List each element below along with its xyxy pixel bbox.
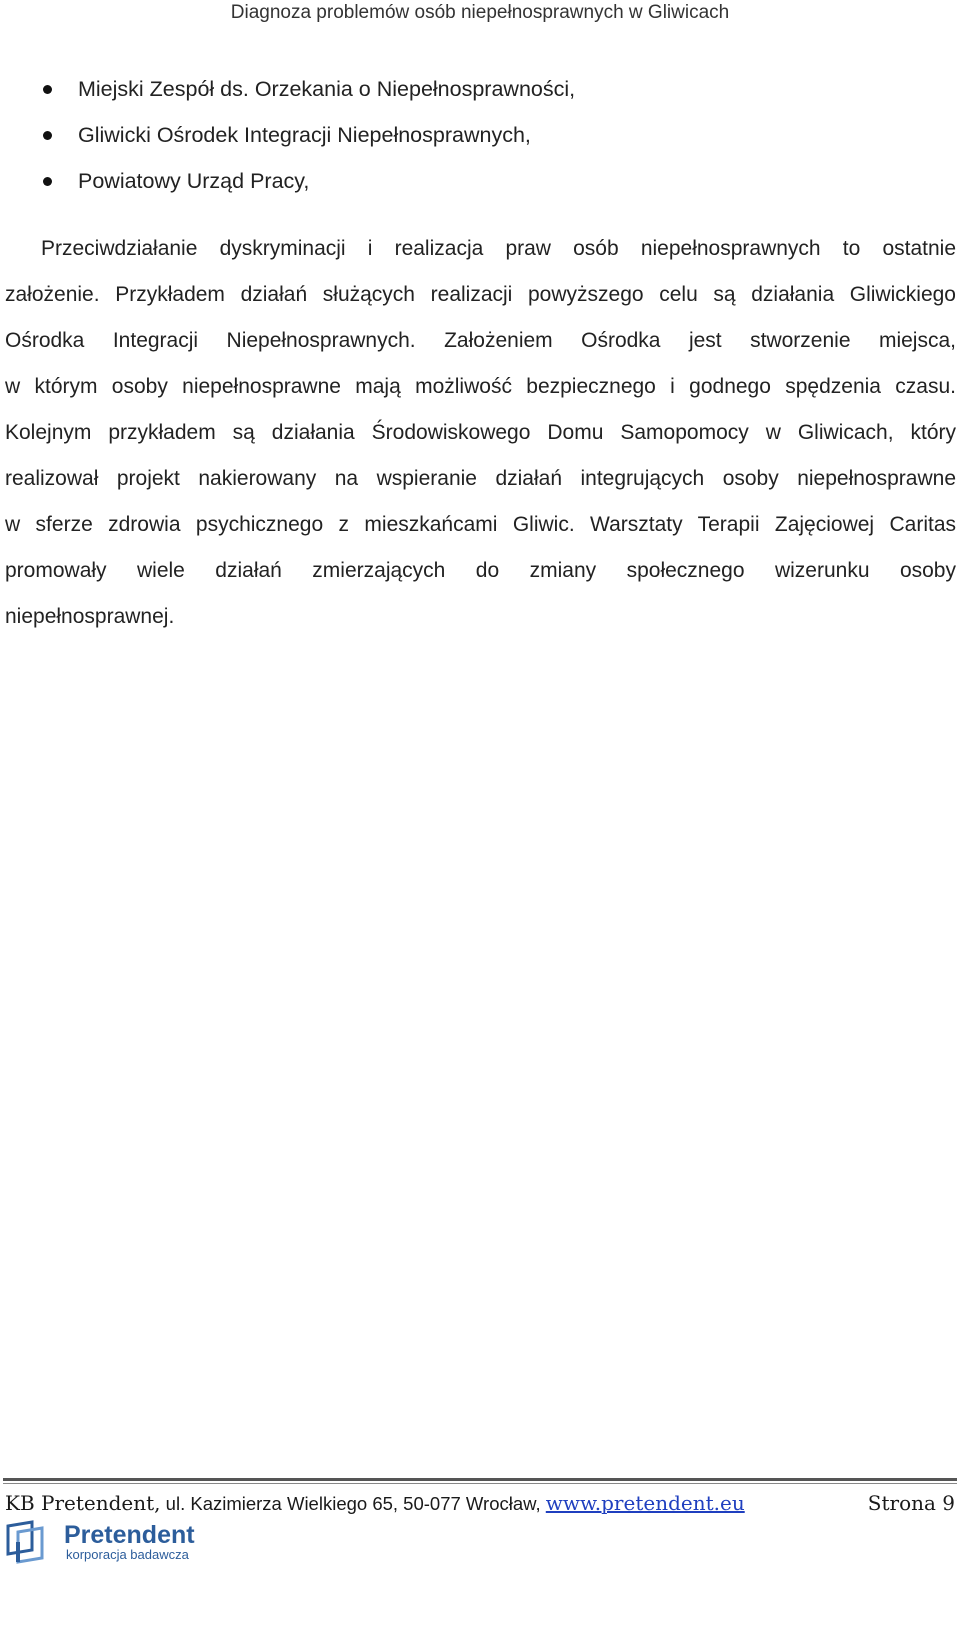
footer-website-link[interactable]: www.pretendent.eu: [545, 1491, 745, 1515]
bullet-icon: [43, 131, 52, 140]
list-item-text: Miejski Zespół ds. Orzekania o Niepełnosprawności,: [78, 77, 576, 101]
logo-tagline: korporacja badawcza: [66, 1547, 189, 1562]
footer-divider-thin: [3, 1483, 957, 1484]
list-item-text: Gliwicki Ośrodek Integracji Niepełnosprawnych,: [78, 123, 531, 147]
page-number: Strona 9: [867, 1491, 955, 1515]
footer-company: KB Pretendent,: [5, 1491, 161, 1515]
paragraph-line: założenie. Przykładem działań służących realizacji powyższego celu są działania Gliwickiego: [5, 283, 956, 306]
list-item: [42, 164, 922, 210]
footer-address: ul. Kazimierza Wielkiego 65, 50-077 Wrocław,: [160, 1493, 546, 1514]
paragraph-line: realizował projekt nakierowany na wspieranie działań integrujących osoby niepełnosprawne: [5, 467, 956, 490]
body-paragraph: [5, 232, 956, 646]
paragraph-line: niepełnosprawnej.: [5, 605, 175, 628]
bullet-list: [42, 72, 922, 210]
paragraph-line: Ośrodka Integracji Niepełnosprawnych. Założeniem Ośrodka jest stworzenie miejsca,: [5, 329, 956, 352]
logo-name: Pretendent: [64, 1521, 195, 1549]
paragraph-line: Przeciwdziałanie dyskryminacji i realizacja praw osób niepełnosprawnych to ostatnie: [41, 237, 956, 260]
paragraph-line: promowały wiele działań zmierzających do zmiany społecznego wizerunku osoby: [5, 559, 956, 582]
paragraph-line: w którym osoby niepełnosprawne mają możliwość bezpiecznego i godnego spędzenia czasu.: [5, 375, 956, 398]
pretendent-logo-icon: [4, 1520, 46, 1564]
company-logo: [4, 1520, 204, 1564]
bullet-icon: [43, 85, 52, 94]
footer: [5, 1486, 955, 1520]
footer-divider: [3, 1478, 957, 1481]
list-item-text: Powiatowy Urząd Pracy,: [78, 169, 310, 193]
paragraph-line: w sferze zdrowia psychicznego z mieszkańcami Gliwic. Warsztaty Terapii Zajęciowej Caritas: [5, 513, 956, 536]
paragraph-line: Kolejnym przykładem są działania Środowiskowego Domu Samopomocy w Gliwicach, który: [5, 421, 956, 444]
list-item: [42, 118, 922, 164]
bullet-icon: [43, 177, 52, 186]
running-header: Diagnoza problemów osób niepełnosprawnych w Gliwicach: [230, 2, 730, 23]
list-item: [42, 72, 922, 118]
